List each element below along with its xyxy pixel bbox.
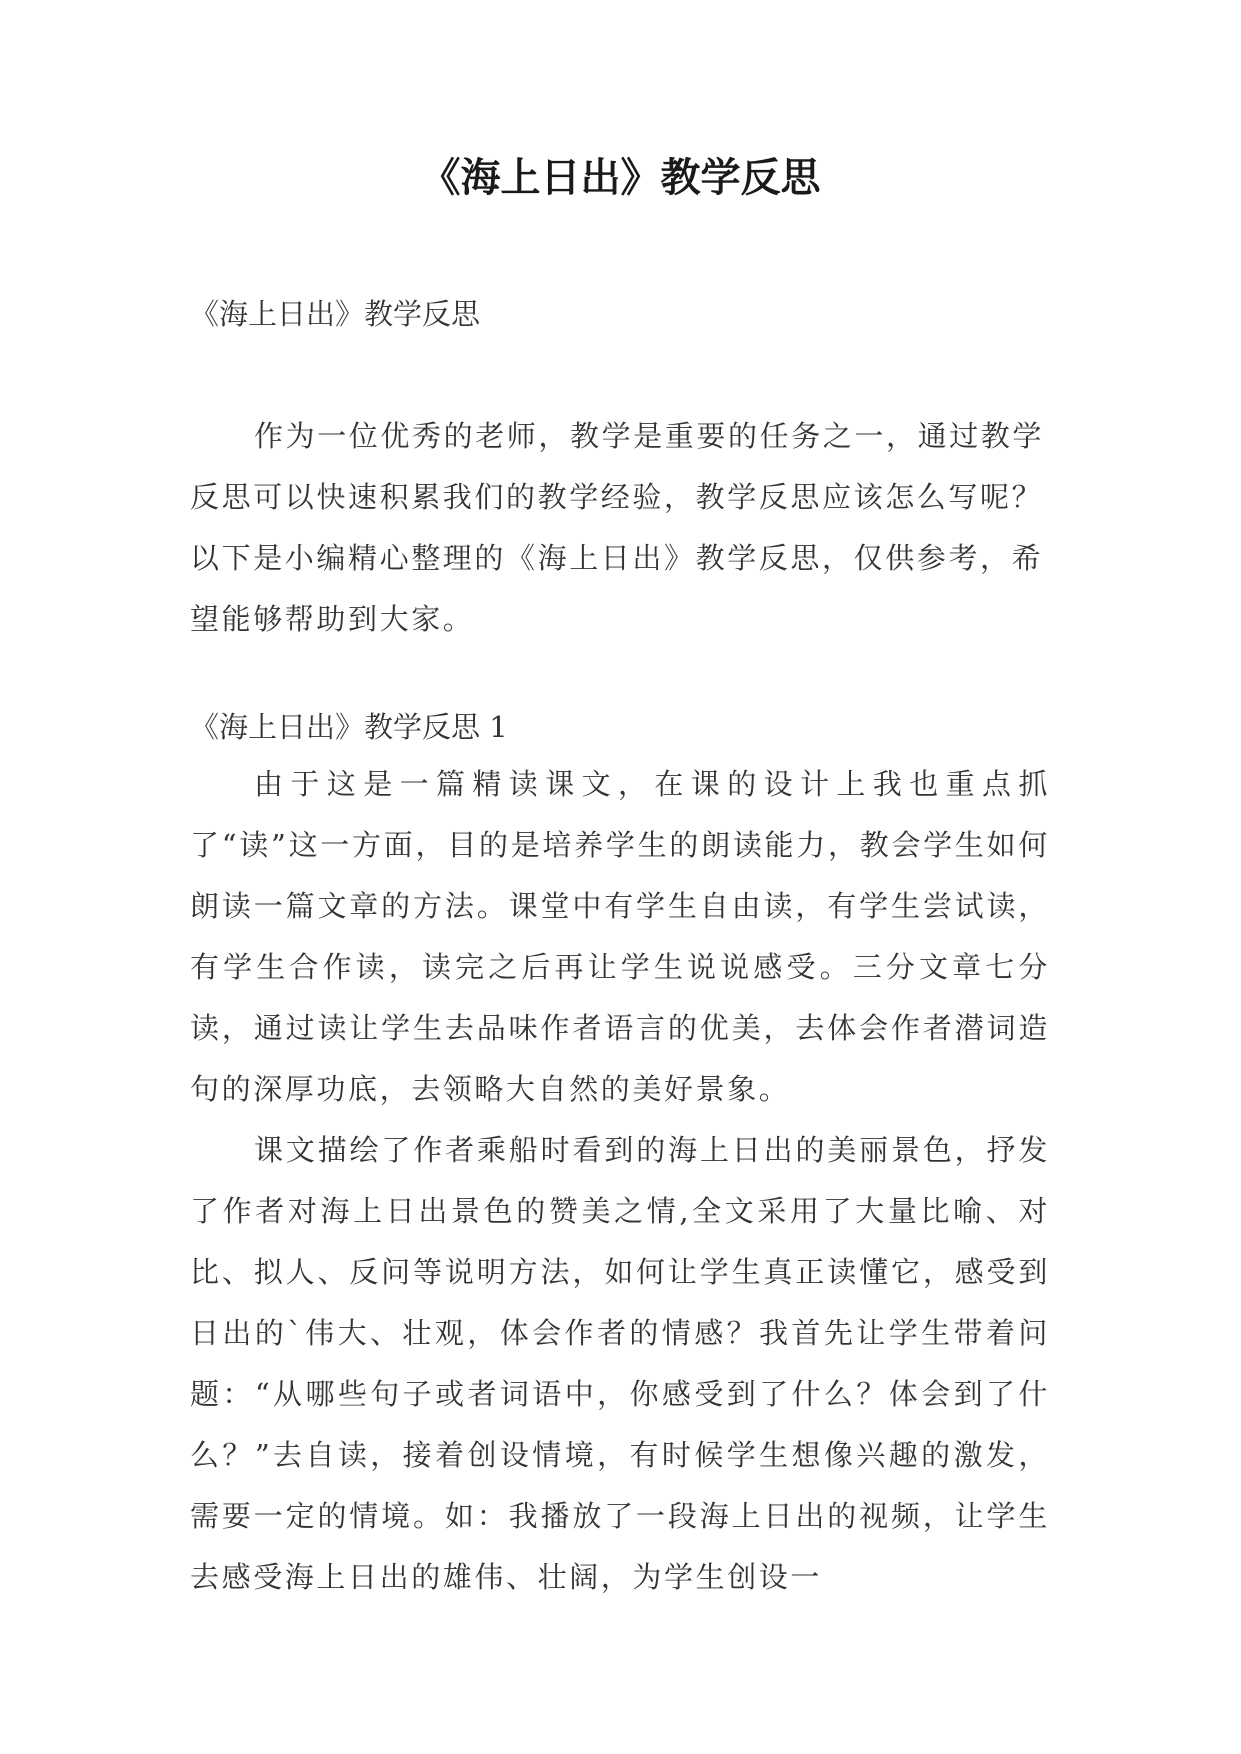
section-reflection-1	[190, 700, 1050, 1608]
section-paragraph-2: 课文描绘了作者乘船时看到的海上日出的美丽景色，抒发了作者对海上日出景色的赞美之情,全文采用了大量比喻、对比、拟人、反问等说明方法，如何让学生真正读懂它，感受到日出的`伟大、壮观，体会作者的情感？我首先让学生带着问题：“从哪些句子或者词语中，你感受到了什么？体会到了什么？”去自读，接着创设情境，有时候学生想像兴趣的激发，需要一定的情境。如：我播放了一段海上日出的视频，让学生去感受海上日出的雄伟、壮阔，为学生创设一	[190, 1133, 1050, 1594]
intro-paragraph: 作为一位优秀的老师，教学是重要的任务之一，通过教学反思可以快速积累我们的教学经验，教学反思应该怎么写呢？以下是小编精心整理的《海上日出》教学反思，仅供参考，希望能够帮助到大家。	[190, 419, 1045, 636]
document-title: 《海上日出》教学反思	[420, 155, 821, 201]
document-subtitle: 《海上日出》教学反思	[190, 297, 481, 331]
section-paragraph-1: 由于这是一篇精读课文，在课的设计上我也重点抓了“读”这一方面，目的是培养学生的朗读能力，教会学生如何朗读一篇文章的方法。课堂中有学生自由读，有学生尝试读，有学生合作读，读完之后再让学生说说感受。三分文章七分读，通过读让学生去品味作者语言的优美，去体会作者潜词造句的深厚功底，去领略大自然的美好景象。	[190, 767, 1050, 1106]
section-heading: 《海上日出》教学反思 1	[190, 710, 508, 744]
